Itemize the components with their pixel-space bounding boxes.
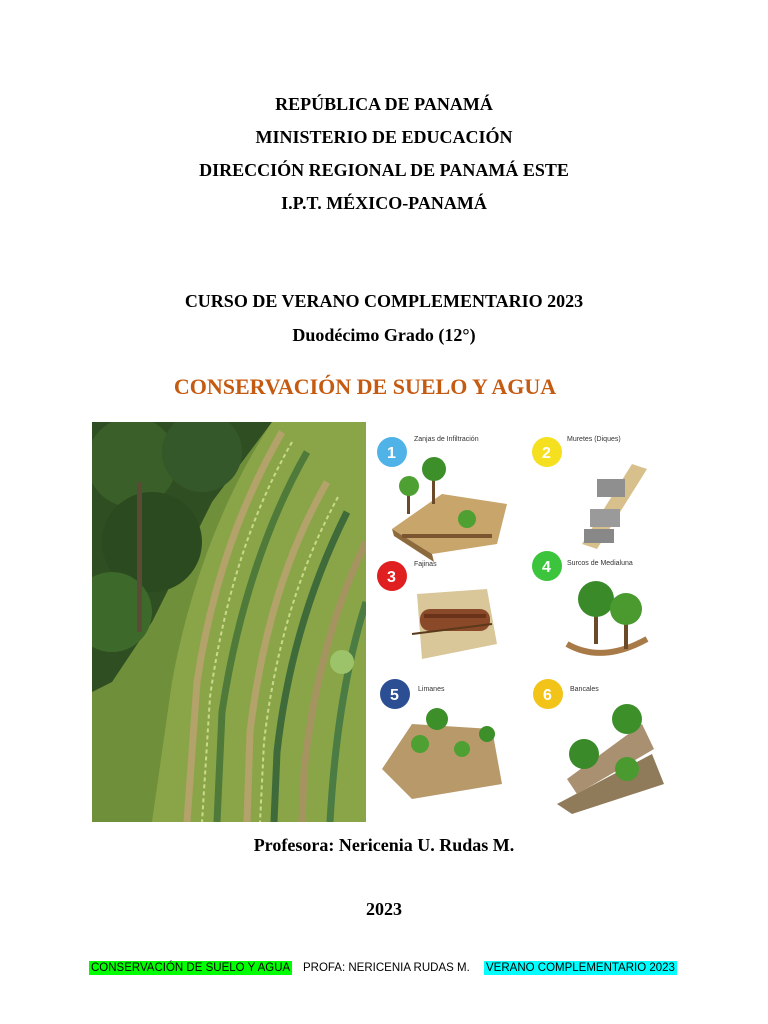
- panel-1-number: 1: [387, 445, 396, 462]
- page-footer: [0, 961, 768, 979]
- panel-2-number: 2: [542, 445, 551, 462]
- panel-fajinas: [377, 561, 497, 659]
- header-regional: DIRECCIÓN REGIONAL DE PANAMÁ ESTE: [199, 160, 569, 180]
- footer-teacher: PROFA: NERICENIA RUDAS M.: [303, 962, 470, 974]
- panel-4-label: Surcos de Medialuna: [567, 560, 633, 567]
- terraced-hillside-photo: [92, 422, 366, 822]
- panel-5-label: Limanes: [418, 686, 445, 693]
- panel-6-number: 6: [543, 687, 552, 704]
- header-republic: REPÚBLICA DE PANAMÁ: [275, 94, 493, 114]
- course-grade: Duodécimo Grado (12°): [292, 325, 476, 345]
- panel-3-number: 3: [387, 569, 396, 586]
- teacher-name: Profesora: Nericenia U. Rudas M.: [253, 835, 515, 855]
- panel-surcos: [532, 551, 647, 653]
- header-ministry: MINISTERIO DE EDUCACIÓN: [255, 127, 513, 147]
- footer-subject: CONSERVACIÓN DE SUELO Y AGUA: [91, 962, 291, 974]
- panel-2-label: Muretes (Diques): [567, 436, 621, 443]
- footer-course: VERANO COMPLEMENTARIO 2023: [486, 962, 675, 974]
- document-year: 2023: [366, 899, 402, 919]
- panel-bancales: [533, 679, 664, 814]
- panel-limanes: [380, 679, 502, 799]
- document-title: CONSERVACIÓN DE SUELO Y AGUA: [173, 374, 557, 399]
- panel-1-label: Zanjas de Infiltración: [414, 436, 479, 443]
- panel-5-number: 5: [390, 687, 399, 704]
- header-school: I.P.T. MÉXICO-PANAMÁ: [281, 193, 487, 213]
- panel-6-label: Bancales: [570, 686, 599, 693]
- panel-4-number: 4: [542, 559, 551, 576]
- panel-3-label: Fajinas: [414, 561, 437, 568]
- panel-muretes: [532, 436, 647, 549]
- course-name: CURSO DE VERANO COMPLEMENTARIO 2023: [184, 291, 584, 311]
- conservation-techniques-diagram: [372, 424, 682, 820]
- panel-zanjas: [377, 436, 507, 562]
